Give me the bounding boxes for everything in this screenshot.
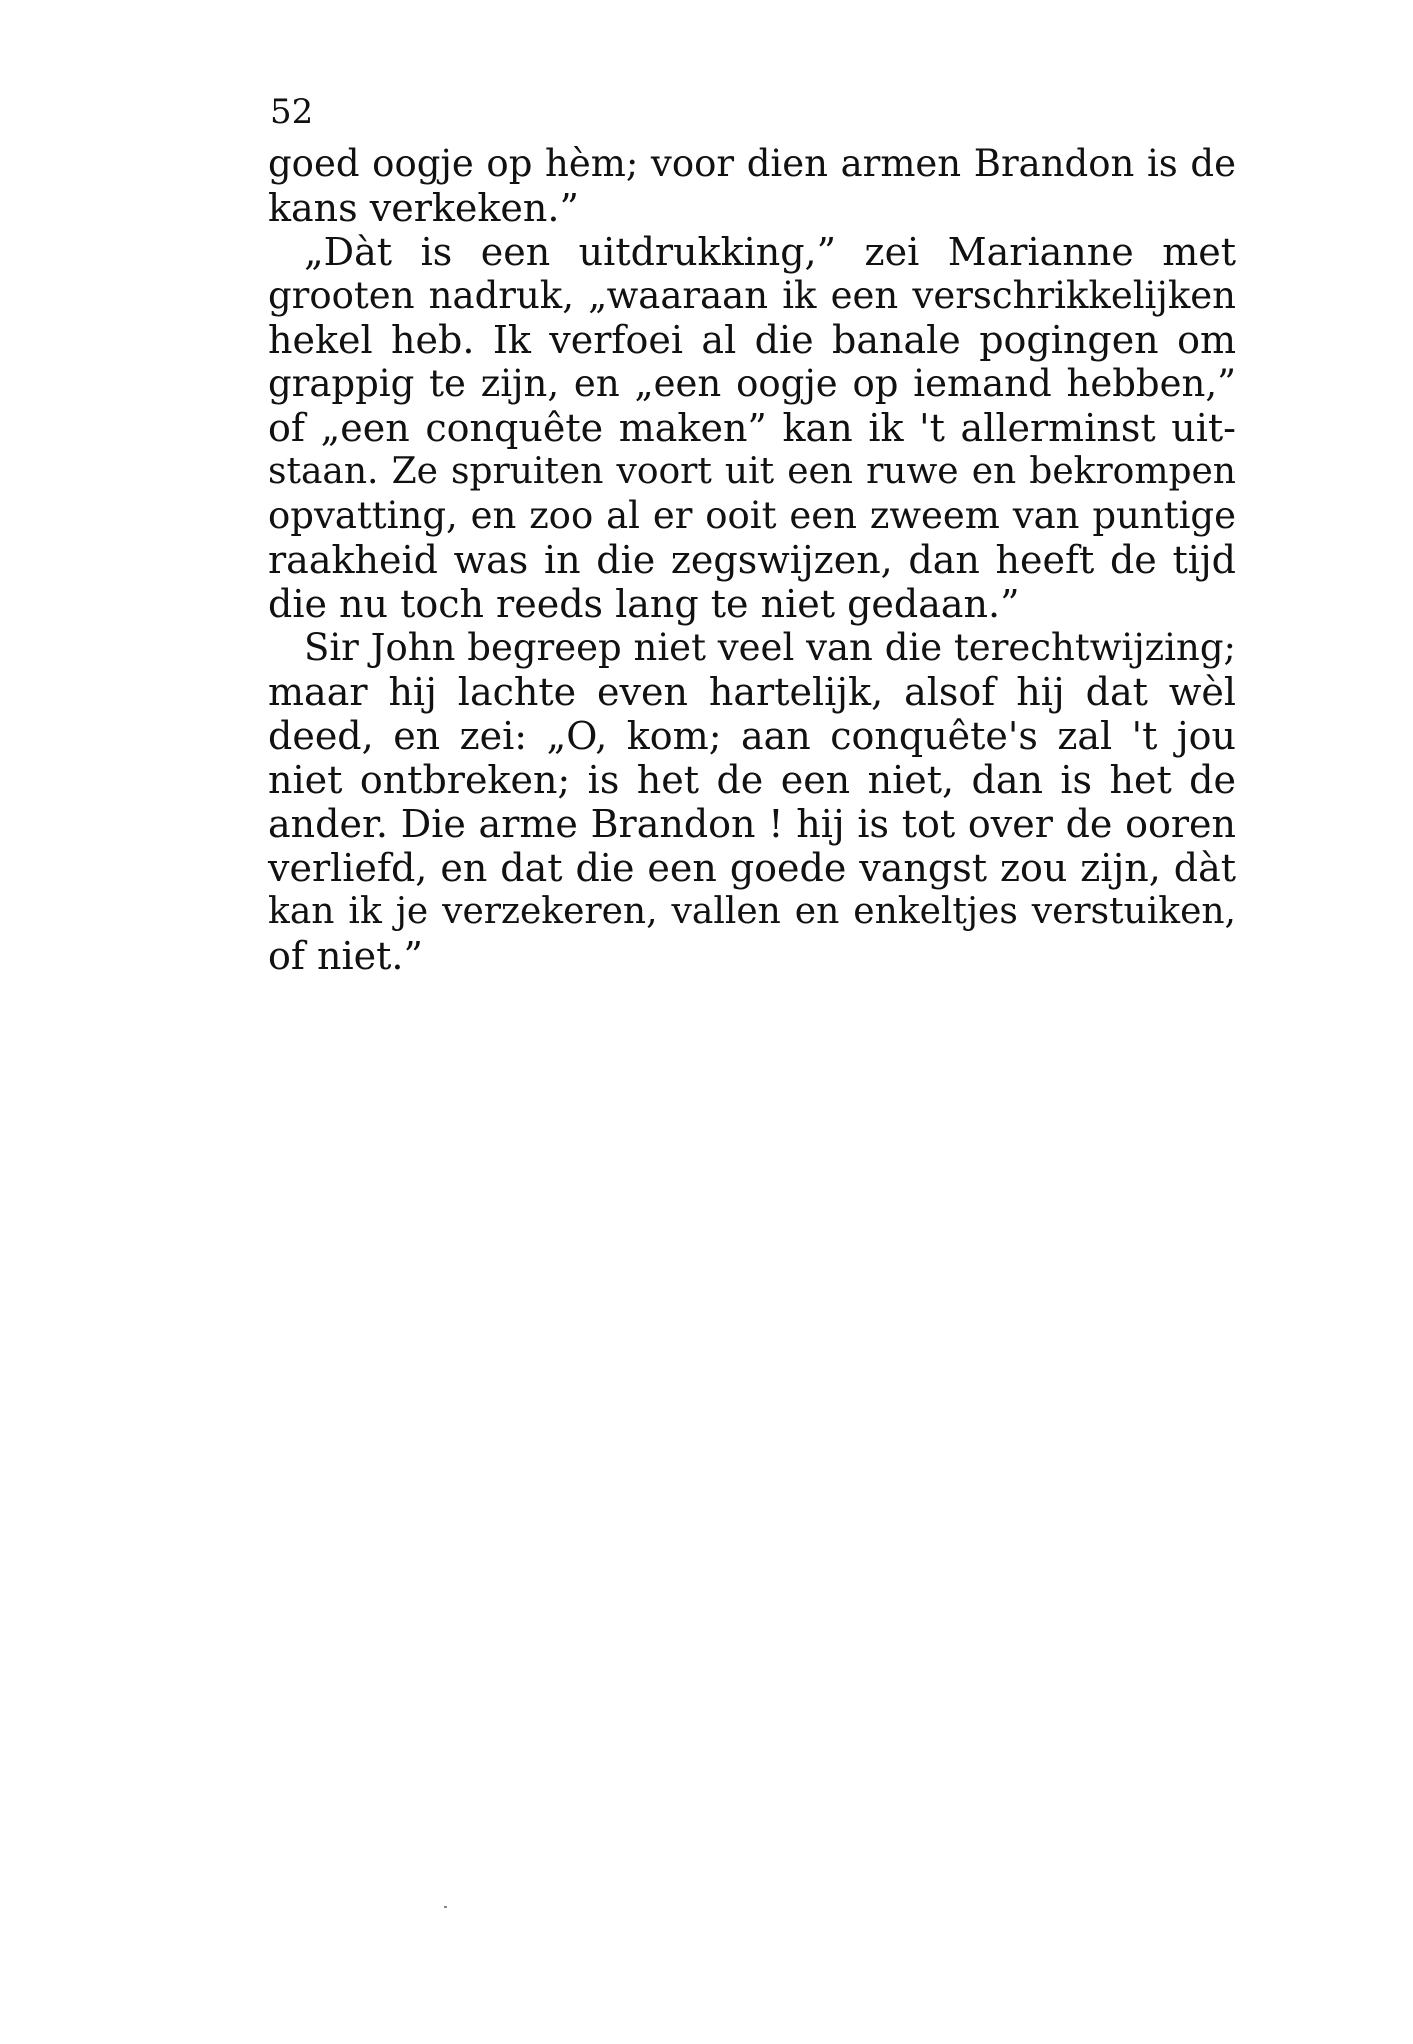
text-line: raakheid was in die zegswijzen, dan heeft de tijd	[268, 538, 1236, 582]
text-line: grappig te zijn, en „een oogje op iemand hebben,”	[268, 362, 1236, 405]
text-line: die nu toch reeds lang te niet gedaan.”	[268, 582, 1020, 626]
text-line: niet ontbreken; is het de een niet, dan is het de	[268, 758, 1236, 802]
text-line: grooten nadruk, „waaraan ik een verschrikkelijken	[268, 274, 1236, 317]
text-line: of niet.”	[268, 934, 423, 978]
page-number: 52	[270, 92, 314, 132]
text-line: kan ik je verzekeren, vallen en enkeltjes verstuiken,	[268, 891, 1236, 932]
text-line: of „een conquête maken” kan ik 't allerminst uit-	[268, 406, 1236, 450]
text-line: „Dàt is een uitdrukking,” zei Marianne met	[304, 230, 1236, 274]
text-line: goed oogje op hèm; voor dien armen Brandon is de	[268, 142, 1236, 185]
text-line: ander. Die arme Brandon ! hij is tot over de ooren	[268, 802, 1236, 846]
text-line: Sir John begreep niet veel van die terechtwijzing;	[304, 626, 1236, 669]
text-line: hekel heb. Ik verfoei al die banale pogingen om	[268, 318, 1236, 362]
text-line: staan. Ze spruiten voort uit een ruwe en bekrompen	[268, 451, 1236, 492]
text-line: opvatting, en zoo al er ooit een zweem van puntige	[268, 494, 1236, 537]
text-line: kans verkeken.”	[268, 186, 579, 230]
text-line: verliefd, en dat die een goede vangst zou zijn, dàt	[268, 846, 1236, 890]
text-line: deed, en zei: „O, kom; aan conquête's zal 't jou	[268, 714, 1236, 758]
text-line: maar hij lachte even hartelijk, alsof hij dat wèl	[268, 670, 1236, 714]
scan-speck	[444, 1906, 447, 1908]
body-text	[268, 142, 1236, 978]
